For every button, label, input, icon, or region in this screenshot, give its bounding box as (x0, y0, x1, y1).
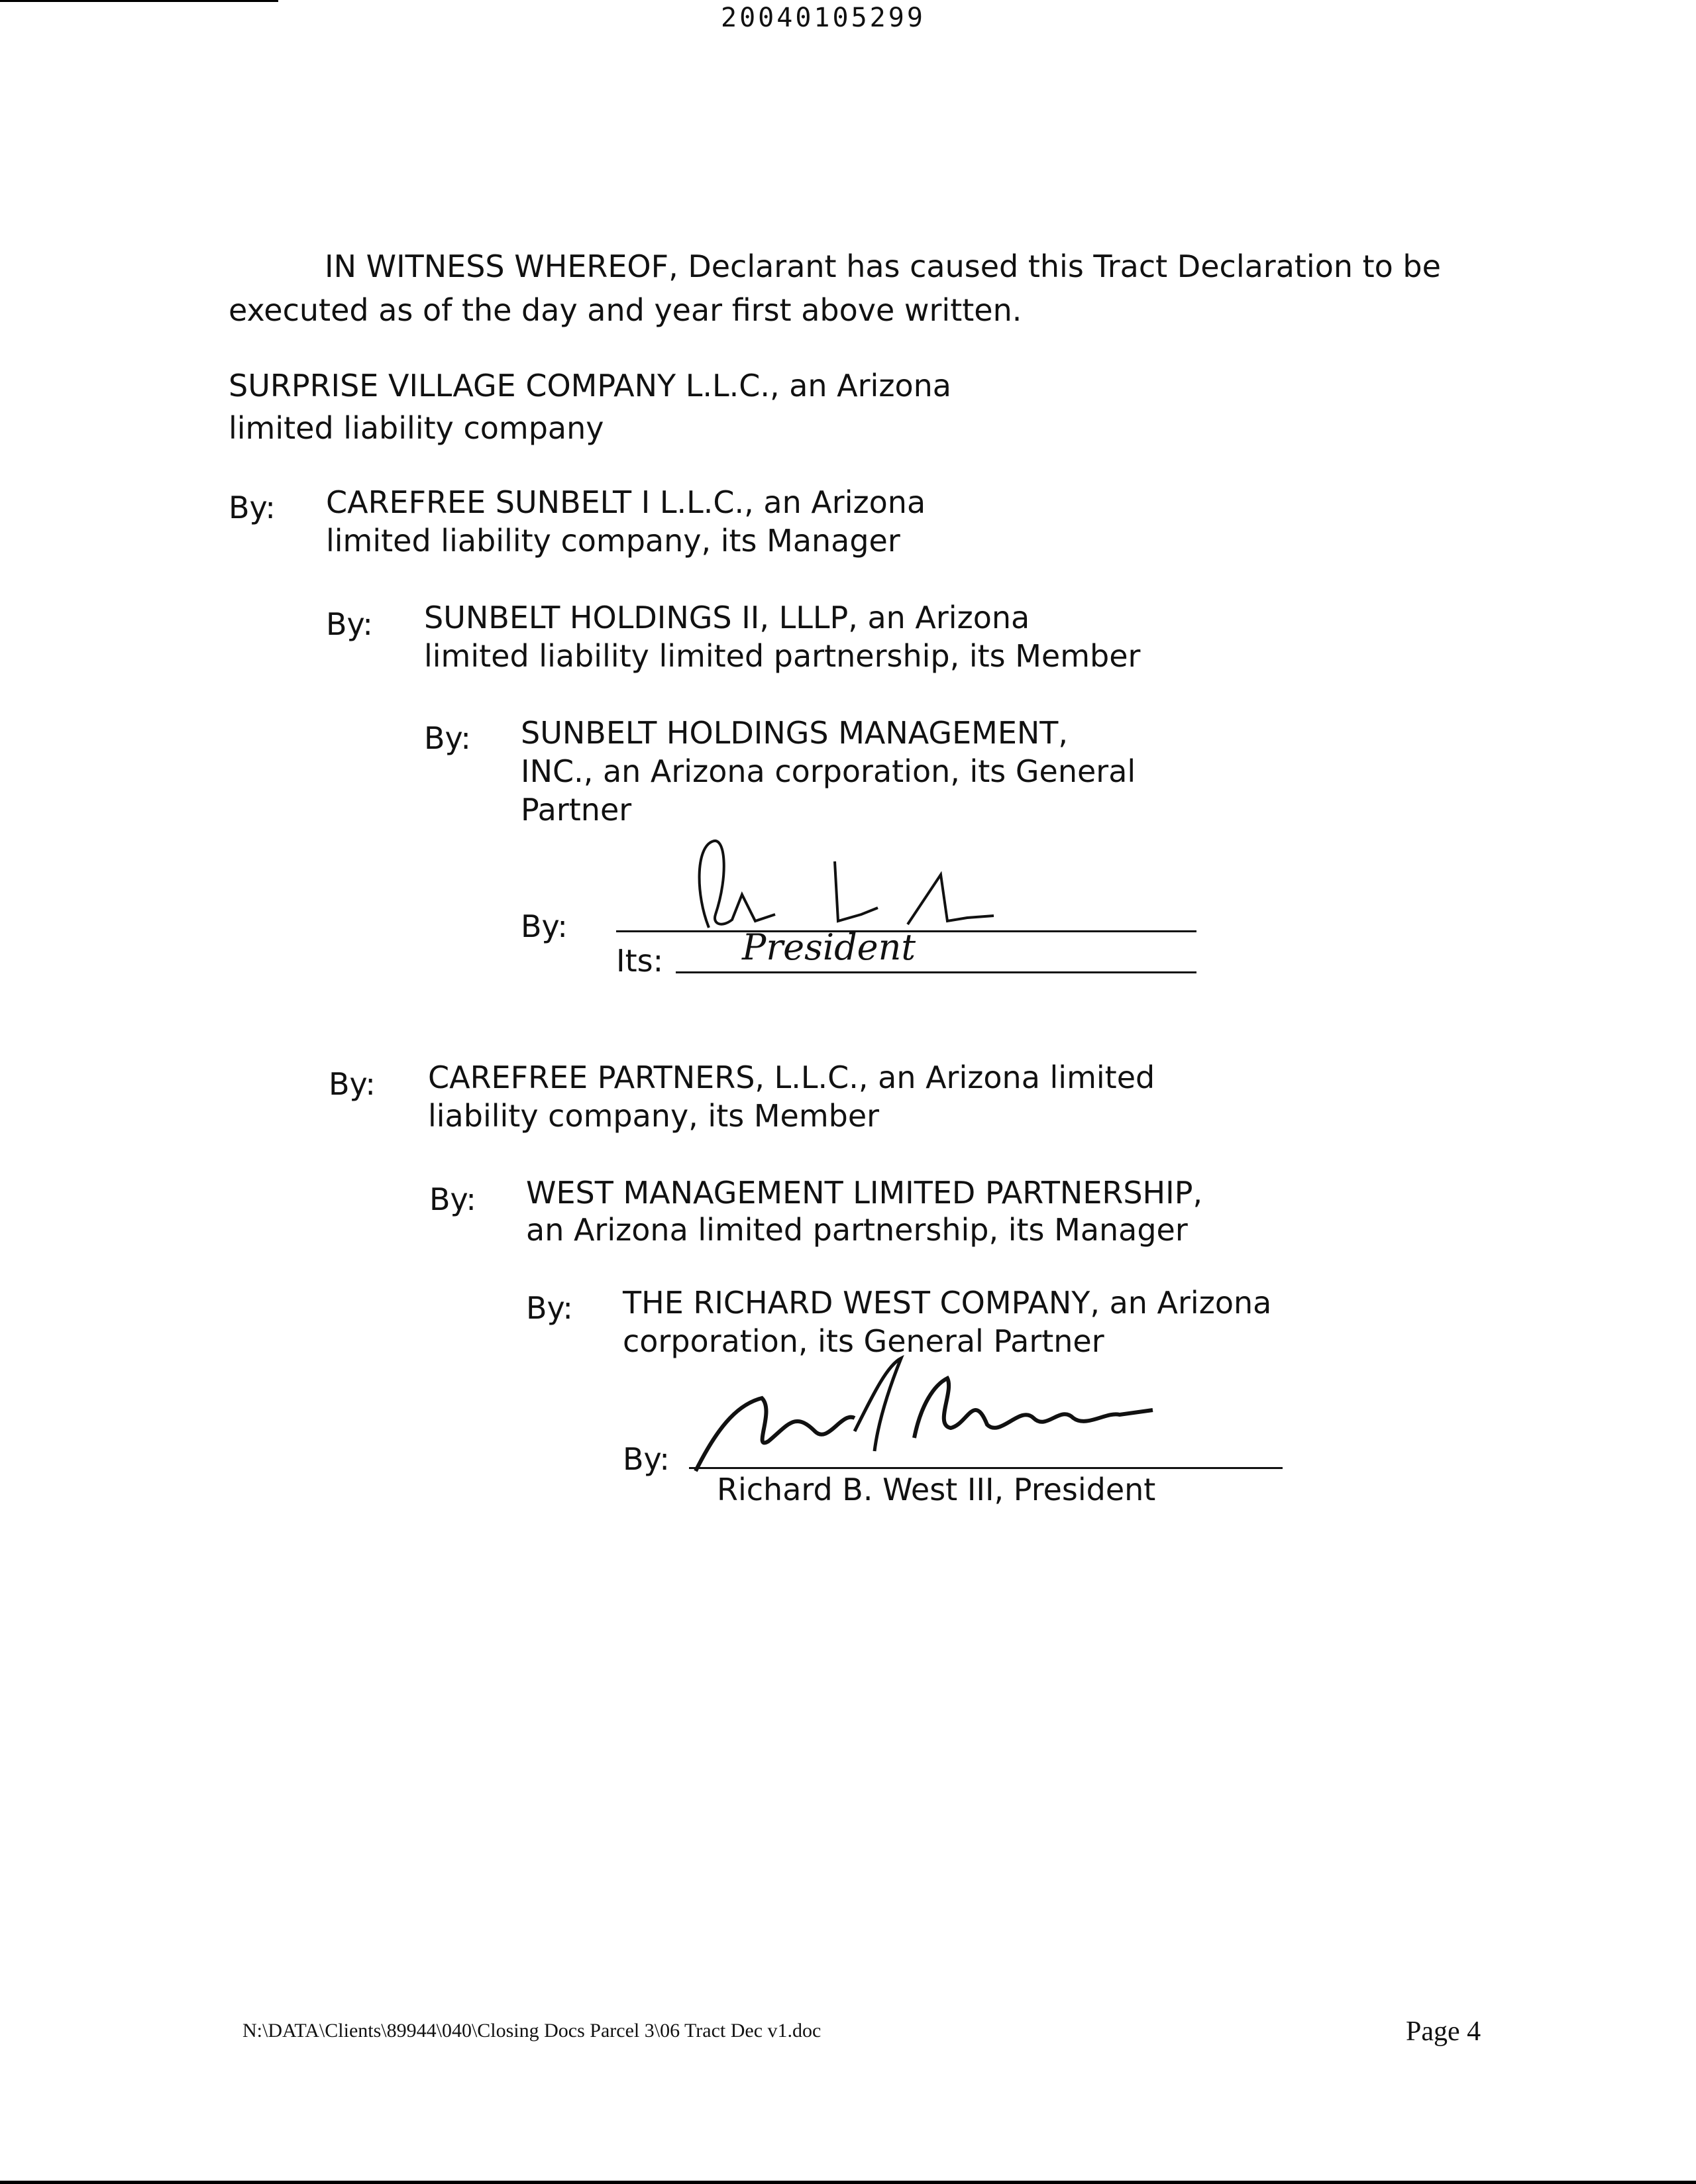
block2-level3-line1: THE RICHARD WEST COMPANY, an Arizona (623, 1285, 1272, 1321)
its-label: Its: (616, 943, 664, 979)
block1-level3-line3: Partner (521, 792, 632, 828)
by-label: By: (326, 606, 373, 642)
block2-level2-line1: WEST MANAGEMENT LIMITED PARTNERSHIP, (526, 1175, 1203, 1211)
entity-line-1: SURPRISE VILLAGE COMPANY L.L.C., an Arizona (229, 368, 951, 404)
witness-line-1: IN WITNESS WHEREOF, Declarant has caused this Tract Declaration to be (325, 248, 1441, 284)
witness-line-2: executed as of the day and year first above written. (229, 292, 1022, 328)
by-label: By: (521, 908, 568, 944)
block2-level2-line2: an Arizona limited partnership, its Manager (526, 1212, 1188, 1248)
by-label: By: (623, 1441, 670, 1477)
record-number: 20040105299 (721, 3, 926, 33)
by-label: By: (526, 1290, 573, 1326)
block1-level3-line2: INC., an Arizona corporation, its General (521, 753, 1136, 789)
block2-level3-line2: corporation, its General Partner (623, 1323, 1104, 1359)
block1-level2-line2: limited liability limited partnership, its Member (424, 638, 1141, 674)
by-label: By: (329, 1066, 376, 1102)
top-rule (0, 0, 278, 2)
by-label: By: (424, 720, 471, 756)
by-label: By: (429, 1181, 476, 1217)
signer-name: Richard B. West III, President (717, 1472, 1156, 1507)
block2-level1-line2: liability company, its Member (428, 1098, 880, 1134)
block2-level1-line1: CAREFREE PARTNERS, L.L.C., an Arizona limited (428, 1060, 1155, 1095)
title-line (676, 971, 1196, 973)
bottom-rule (0, 2181, 1696, 2184)
signature-mark (689, 1352, 1166, 1484)
block1-level2-line1: SUNBELT HOLDINGS II, LLLP, an Arizona (424, 600, 1030, 635)
entity-line-2: limited liability company (229, 410, 604, 446)
signature-mark (682, 835, 1027, 941)
block1-level3-line1: SUNBELT HOLDINGS MANAGEMENT, (521, 715, 1069, 751)
footer-file-path: N:\DATA\Clients\89944\040\Closing Docs Parcel 3\06 Tract Dec v1.doc (242, 2020, 822, 2042)
block1-level1-line1: CAREFREE SUNBELT I L.L.C., an Arizona (326, 484, 926, 520)
handwritten-title: President (742, 926, 916, 968)
page-number: Page 4 (1406, 2016, 1481, 2047)
by-label: By: (229, 490, 276, 525)
block1-level1-line2: limited liability company, its Manager (326, 523, 900, 559)
